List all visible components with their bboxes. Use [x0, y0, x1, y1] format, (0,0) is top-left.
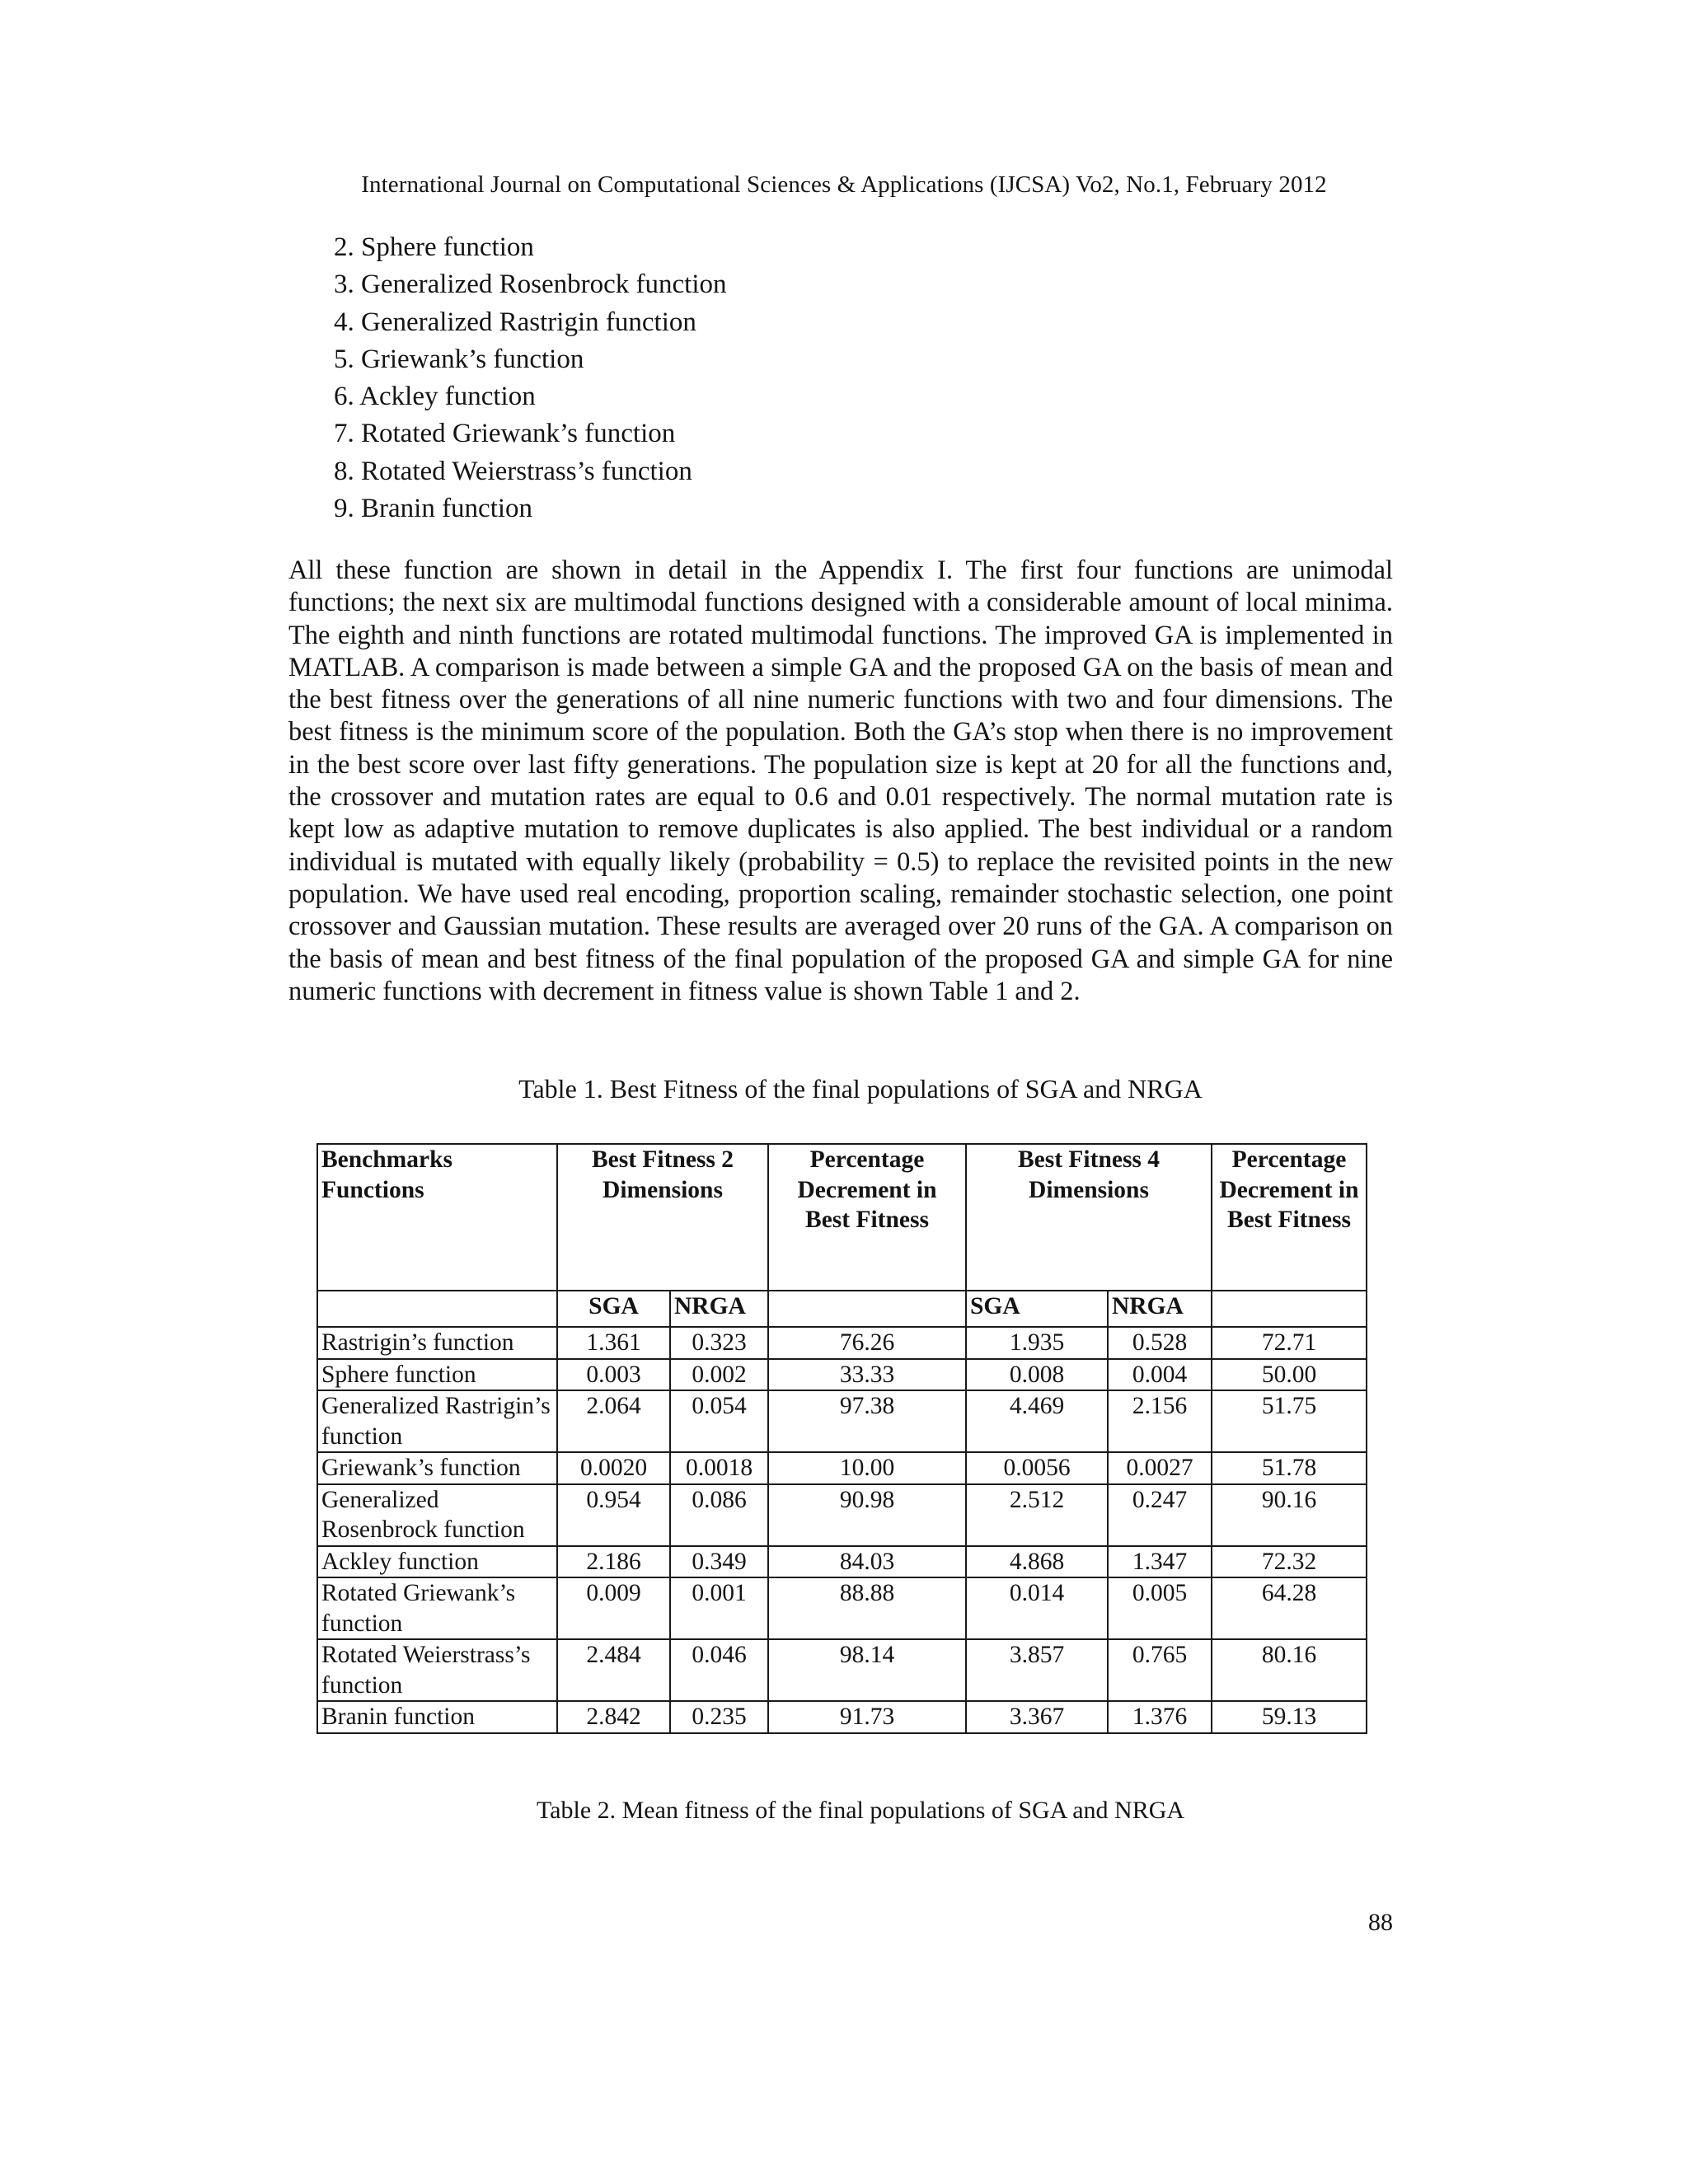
table-cell: 1.935 — [966, 1327, 1108, 1359]
table-row — [317, 1577, 1367, 1639]
table-cell: 0.323 — [670, 1327, 768, 1359]
table-cell: 2.064 — [557, 1390, 670, 1452]
table-cell: 0.0020 — [557, 1452, 670, 1484]
table-header-row — [317, 1144, 1367, 1291]
table-cell: 97.38 — [768, 1390, 966, 1452]
table-cell: 0.004 — [1108, 1359, 1212, 1391]
table-cell: 0.954 — [557, 1484, 670, 1546]
subheader-sga: SGA — [966, 1291, 1108, 1327]
table-cell: 4.868 — [966, 1546, 1108, 1578]
table-cell: 72.32 — [1212, 1546, 1367, 1578]
row-function-name: Rotated Weierstrass’s function — [317, 1639, 557, 1701]
table2-caption: Table 2. Mean fitness of the final populations of SGA and NRGA — [536, 1797, 1185, 1824]
header-best2: Best Fitness 2 Dimensions — [557, 1144, 768, 1291]
table-cell: 72.71 — [1212, 1327, 1367, 1359]
subheader-empty — [317, 1291, 557, 1327]
table-cell: 0.014 — [966, 1577, 1108, 1639]
table-cell: 2.512 — [966, 1484, 1108, 1546]
table-cell: 51.75 — [1212, 1390, 1367, 1452]
table-cell: 90.98 — [768, 1484, 966, 1546]
table-cell: 1.361 — [557, 1327, 670, 1359]
list-item: 4. Generalized Rastrigin function — [334, 307, 696, 337]
table-cell: 0.046 — [670, 1639, 768, 1701]
body-paragraph: All these function are shown in detail in the Appendix I. The first four functions are unimodal functions; the next six are multimodal functions designed with a considerable amount of local minima. The eighth and ninth functions are rotated multimodal functions. The improved GA is implemented in MATLAB. A comparison is made between a simple GA and the proposed GA on the basis of mean and the best fitness over the generations of all nine numeric functions with two and four dimensions. The best fitness is the minimum score of the population. Both the GA’s stop when there is no improvement in the best score over last fifty generations. The population size is kept at 20 for all the functions and, the crossover and mutation rates are equal to 0.6 and 0.01 respectively. The normal mutation rate is kept low as adaptive mutation to remove duplicates is also applied. The best individual or a random individual is mutated with equally likely (probability = 0.5) to replace the revisited points in the new population. We have used real encoding, proportion scaling, remainder stochastic selection, one point crossover and Gaussian mutation. These results are averaged over 20 runs of the GA. A comparison on the basis of mean and best fitness of the final population of the proposed GA and simple GA for nine numeric functions with decrement in fitness value is shown Table 1 and 2. — [288, 555, 1393, 1006]
table-cell: 2.156 — [1108, 1390, 1212, 1452]
subheader-nrga: NRGA — [670, 1291, 768, 1327]
table-cell: 98.14 — [768, 1639, 966, 1701]
table-cell: 0.247 — [1108, 1484, 1212, 1546]
table-cell: 2.186 — [557, 1546, 670, 1578]
table-cell: 0.002 — [670, 1359, 768, 1391]
journal-header: International Journal on Computational Sciences & Applications (IJCSA) Vo2, No.1, February 2012 — [361, 171, 1327, 198]
table-cell: 0.003 — [557, 1359, 670, 1391]
table-cell: 0.235 — [670, 1701, 768, 1733]
table-cell: 91.73 — [768, 1701, 966, 1733]
table-row — [317, 1484, 1367, 1546]
table-cell: 80.16 — [1212, 1639, 1367, 1701]
list-item: 6. Ackley function — [334, 382, 536, 412]
table-cell: 10.00 — [768, 1452, 966, 1484]
list-item: 2. Sphere function — [334, 232, 534, 262]
table-cell: 4.469 — [966, 1390, 1108, 1452]
header-pct2: Percentage Decrement in Best Fitness — [768, 1144, 966, 1291]
table-cell: 1.376 — [1108, 1701, 1212, 1733]
table-row — [317, 1452, 1367, 1484]
list-item: 8. Rotated Weierstrass’s function — [334, 456, 692, 486]
table-cell: 0.0018 — [670, 1452, 768, 1484]
table-cell: 0.009 — [557, 1577, 670, 1639]
table-row — [317, 1327, 1367, 1359]
row-function-name: Generalized Rastrigin’s function — [317, 1390, 557, 1452]
header-best4: Best Fitness 4 Dimensions — [966, 1144, 1212, 1291]
header-pct4: Percentage Decrement in Best Fitness — [1212, 1144, 1367, 1291]
list-item: 7. Rotated Griewank’s function — [334, 419, 676, 449]
subheader-nrga: NRGA — [1108, 1291, 1212, 1327]
list-item: 5. Griewank’s function — [334, 344, 584, 374]
row-function-name: Ackley function — [317, 1546, 557, 1578]
table-cell: 0.528 — [1108, 1327, 1212, 1359]
table-cell: 64.28 — [1212, 1577, 1367, 1639]
table-cell: 51.78 — [1212, 1452, 1367, 1484]
table-cell: 0.0027 — [1108, 1452, 1212, 1484]
table-row — [317, 1546, 1367, 1578]
table-subheader-row — [317, 1291, 1367, 1327]
table-cell: 0.765 — [1108, 1639, 1212, 1701]
table-cell: 0.005 — [1108, 1577, 1212, 1639]
table-cell: 88.88 — [768, 1577, 966, 1639]
table-cell: 2.842 — [557, 1701, 670, 1733]
row-function-name: Sphere function — [317, 1359, 557, 1391]
table-cell: 0.001 — [670, 1577, 768, 1639]
table-cell: 33.33 — [768, 1359, 966, 1391]
list-item: 9. Branin function — [334, 494, 533, 524]
header-functions: Benchmarks Functions — [317, 1144, 557, 1291]
page-number: 88 — [1368, 1909, 1393, 1936]
table1-caption: Table 1. Best Fitness of the final populations of SGA and NRGA — [518, 1074, 1203, 1104]
table-cell: 0.0056 — [966, 1452, 1108, 1484]
table-row — [317, 1359, 1367, 1391]
table-cell: 76.26 — [768, 1327, 966, 1359]
list-item: 3. Generalized Rosenbrock function — [334, 269, 727, 300]
subheader-empty — [1212, 1291, 1367, 1327]
row-function-name: Rastrigin’s function — [317, 1327, 557, 1359]
function-list — [334, 229, 727, 527]
table-cell: 84.03 — [768, 1546, 966, 1578]
table-cell: 0.008 — [966, 1359, 1108, 1391]
table-row — [317, 1701, 1367, 1733]
subheader-sga: SGA — [557, 1291, 670, 1327]
table-cell: 0.086 — [670, 1484, 768, 1546]
table-cell: 3.857 — [966, 1639, 1108, 1701]
table-cell: 2.484 — [557, 1639, 670, 1701]
table-cell: 90.16 — [1212, 1484, 1367, 1546]
table-cell: 3.367 — [966, 1701, 1108, 1733]
row-function-name: Generalized Rosenbrock function — [317, 1484, 557, 1546]
row-function-name: Griewank’s function — [317, 1452, 557, 1484]
results-table — [316, 1143, 1367, 1734]
row-function-name: Branin function — [317, 1701, 557, 1733]
table-cell: 50.00 — [1212, 1359, 1367, 1391]
row-function-name: Rotated Griewank’s function — [317, 1577, 557, 1639]
subheader-empty — [768, 1291, 966, 1327]
table-row — [317, 1639, 1367, 1701]
table-cell: 0.054 — [670, 1390, 768, 1452]
table-row — [317, 1390, 1367, 1452]
table-cell: 59.13 — [1212, 1701, 1367, 1733]
table-cell: 1.347 — [1108, 1546, 1212, 1578]
table-cell: 0.349 — [670, 1546, 768, 1578]
